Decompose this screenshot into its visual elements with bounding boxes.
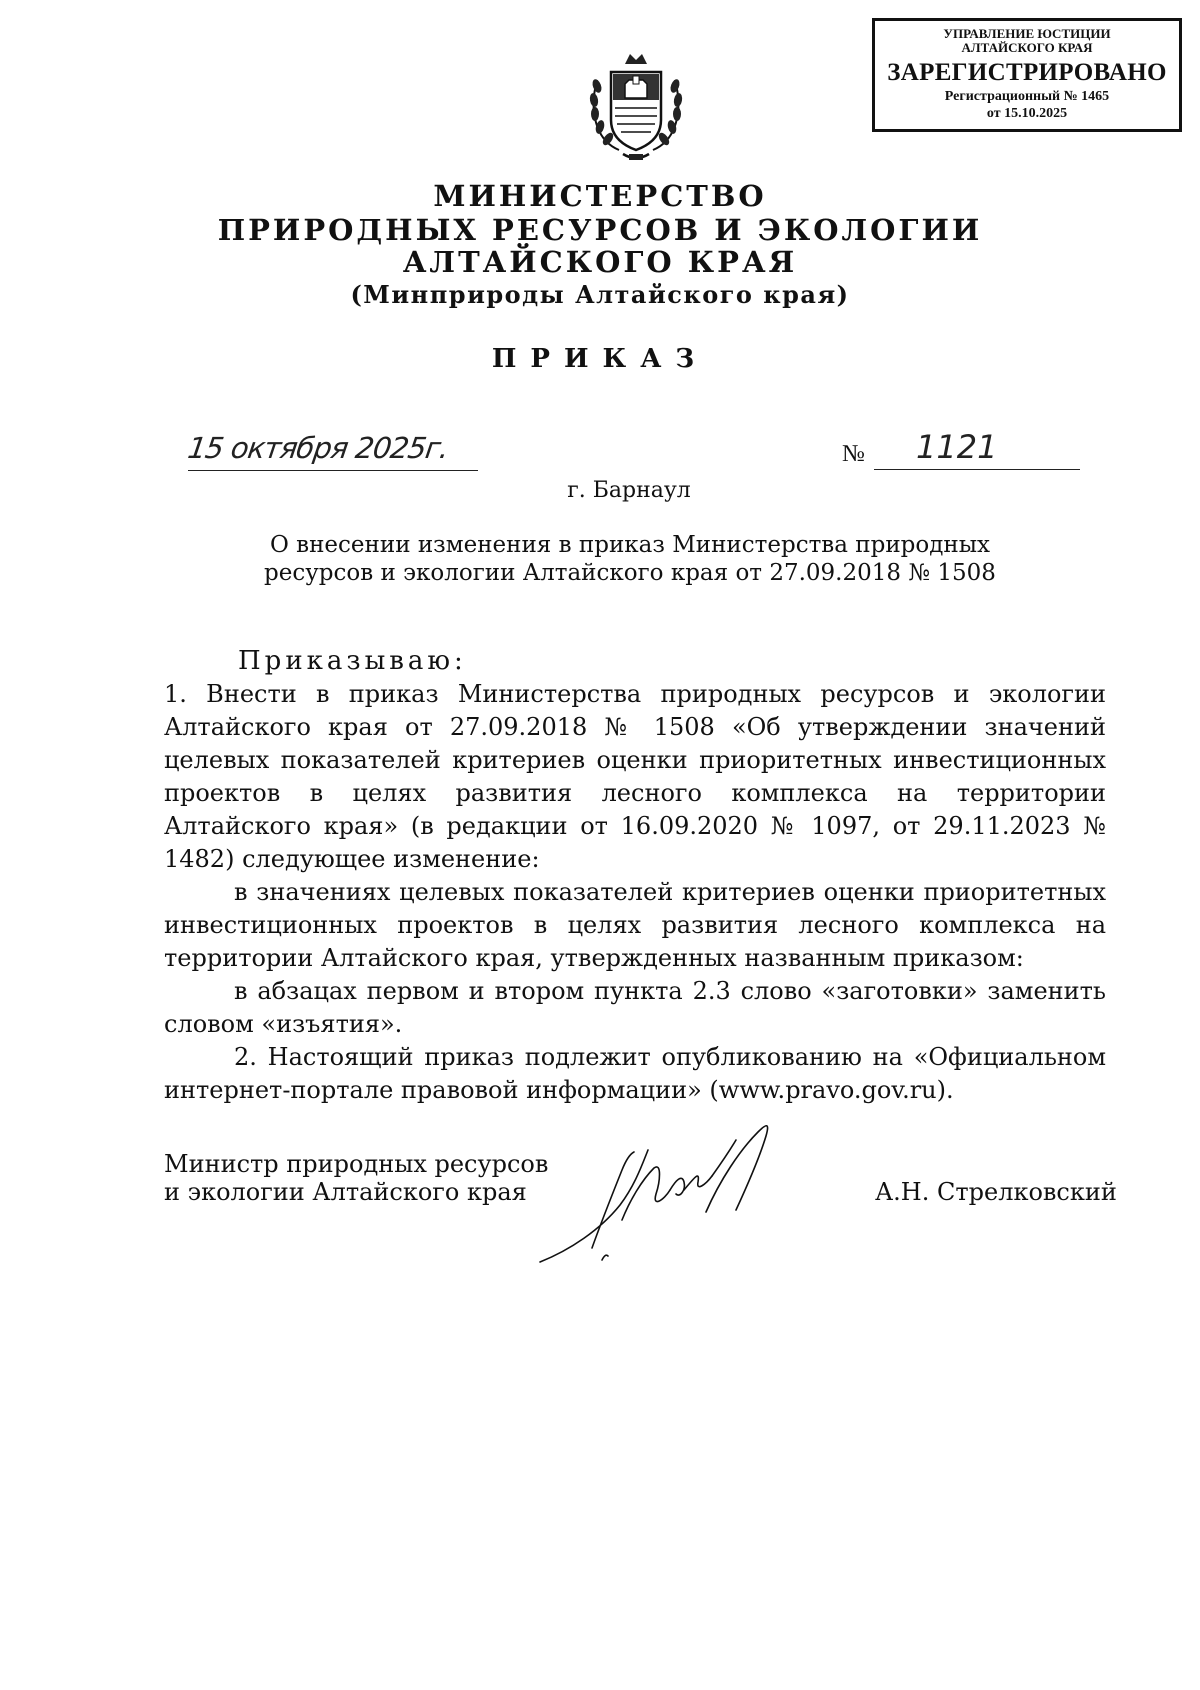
signatory-position-line1: Министр природных ресурсов [164,1150,549,1178]
signatory-position [164,1150,548,1206]
stamp-status: ЗАРЕГИСТРИРОВАНО [887,59,1167,86]
handwritten-signature [530,1110,820,1270]
signatory-name: А.Н. Стрелковский [875,1178,1117,1206]
paragraph-4: 2. Настоящий приказ подлежит опубликованию на «Официальном интернет-портале правовой информации» (www.pravo.gov.ru). [164,1043,1106,1104]
coat-of-arms-emblem [585,50,687,168]
document-body [164,644,1106,1107]
handwritten-number: 1121 [916,428,998,466]
signatory-position-line2: и экологии Алтайского края [164,1178,527,1206]
ministry-short-name: (Минприроды Алтайского края) [350,280,850,309]
stamp-authority-line1: УПРАВЛЕНИЕ ЮСТИЦИИ [943,26,1111,41]
stamp-registration-number: Регистрационный № 1465 [944,89,1110,104]
number-label: № [842,441,865,467]
subject-line1: О внесении изменения в приказ Министерства природных [269,532,990,558]
city: г. Барнаул [567,478,691,503]
date-underline [188,470,478,471]
stamp-date: от 15.10.2025 [986,106,1068,121]
stamp-authority-line2: АЛТАЙСКОГО КРАЯ [961,40,1093,55]
ministry-title-line3: АЛТАЙСКОГО КРАЯ [402,245,798,279]
paragraph-2: в значениях целевых показателей критериев оценки приоритетных инвестиционных проектов в целях развития лесного комплекса на территории Алтайского края, утвержденных названным приказом: [164,878,1106,972]
subject-line2: ресурсов и экологии Алтайского края от 27.09.2018 № 1508 [264,560,996,586]
document-subject [0,531,1200,587]
handwritten-date: 15 октября 2025г. [185,431,451,465]
document-type-title: ПРИКАЗ [491,344,709,374]
registration-stamp [872,18,1182,132]
ministry-title-line1: МИНИСТЕРСТВО [433,179,767,213]
paragraph-3: в абзацах первом и втором пункта 2.3 слово «заготовки» заменить словом «изъятия». [164,977,1106,1038]
number-underline [874,469,1080,470]
order-word: Приказываю: [238,646,467,676]
paragraph-1: 1. Внести в приказ Министерства природных ресурсов и экологии Алтайского края от 27.09.2018 № 1508 «Об утверждении значений целевых показателей критериев оценки приоритетных инвестиционных проектов в целях развития лесного комплекса на территории Алтайского края» (в редакции от 16.09.2020 № 1097, от 29.11.2023 № 1482) следующее изменение: [164,680,1106,873]
ministry-title-line2: ПРИРОДНЫХ РЕСУРСОВ И ЭКОЛОГИИ [217,213,983,247]
